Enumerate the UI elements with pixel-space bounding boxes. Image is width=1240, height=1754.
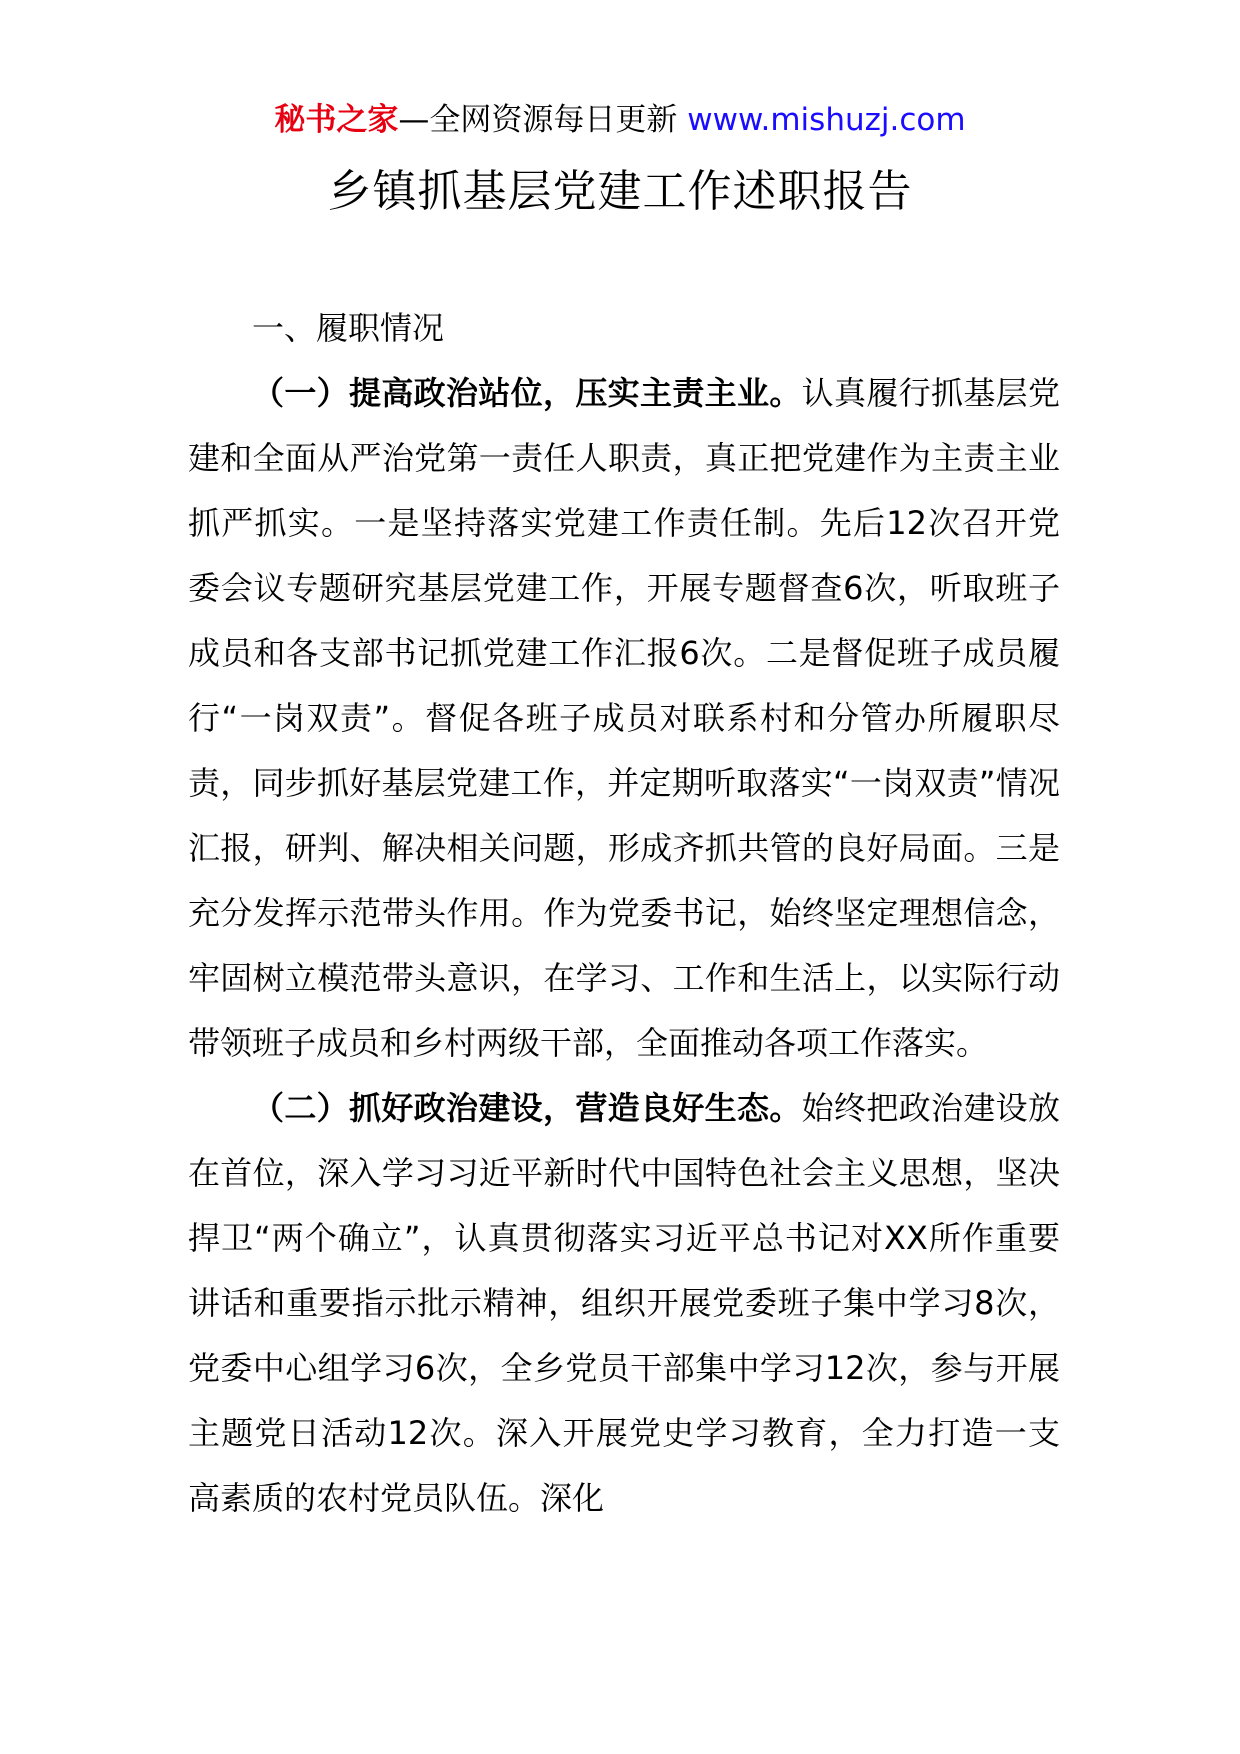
banner-slogan: —全网资源每日更新 [398, 102, 688, 138]
banner-site-link[interactable]: www.mishuzj.com [687, 102, 966, 138]
paragraph-1 [188, 361, 1060, 1076]
paragraph-2-lead: （二）抓好政治建设，营造良好生态。 [252, 1089, 802, 1127]
document-body [188, 296, 1060, 1531]
paragraph-2 [188, 1076, 1060, 1531]
paragraph-2-text: 始终把政治建设放在首位，深入学习习近平新时代中国特色社会主义思想，坚决捍卫“两个确立”，认真贯彻落实习近平总书记对XX所作重要讲话和重要指示批示精神，组织开展党委班子集中学习8次，党委中心组学习6次，全乡党员干部集中学习12次，参与开展主题党日活动12次。深入开展党史学习教育，全力打造一支高素质的农村党员队伍。深化 [188, 1089, 1060, 1517]
banner-brand: 秘书之家 [274, 102, 399, 138]
paragraph-1-lead: （一）提高政治站位，压实主责主业。 [252, 374, 802, 412]
section-heading: 一、履职情况 [252, 309, 445, 347]
paragraph-1-text: 认真履行抓基层党建和全面从严治党第一责任人职责，真正把党建作为主责主业抓严抓实。一是坚持落实党建工作责任制。先后12次召开党委会议专题研究基层党建工作，开展专题督查6次，听取班子成员和各支部书记抓党建工作汇报6次。二是督促班子成员履行“一岗双责”。督促各班子成员对联系村和分管办所履职尽责，同步抓好基层党建工作，并定期听取落实“一岗双责”情况汇报，研判、解决相关问题，形成齐抓共管的良好局面。三是充分发挥示范带头作用。作为党委书记，始终坚定理想信念，牢固树立模范带头意识，在学习、工作和生活上，以实际行动带领班子成员和乡村两级干部，全面推动各项工作落实。 [188, 374, 1060, 1062]
site-banner [0, 98, 1240, 142]
document-title: 乡镇抓基层党建工作述职报告 [327, 166, 913, 217]
